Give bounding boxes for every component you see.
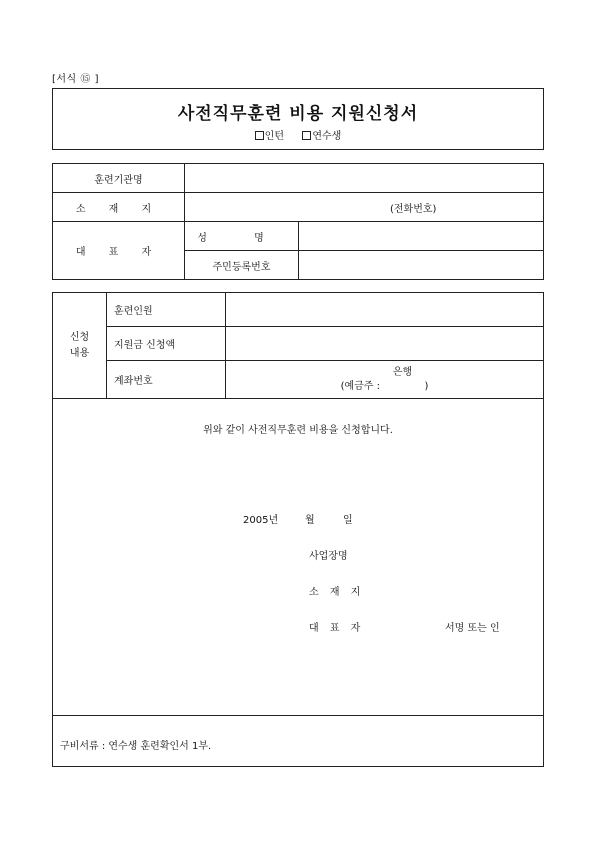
rep-name-field[interactable]	[299, 222, 544, 251]
phone-label: (전화번호)	[390, 203, 437, 215]
date-month: 월	[305, 515, 315, 526]
trainee-option-label: 연수생	[312, 131, 342, 142]
date-day: 일	[343, 515, 353, 526]
institution-name-label: 훈련기관명	[53, 164, 185, 193]
business-rep-label: 대 표 자	[309, 623, 365, 634]
rep-name-label: 성 명	[185, 222, 299, 251]
rep-id-field[interactable]	[299, 251, 544, 280]
applicant-type-options	[53, 127, 543, 142]
application-label-line2: 내용	[69, 347, 90, 359]
amount-label: 지원금 신청액	[107, 327, 226, 361]
title-box	[52, 88, 544, 150]
trainee-checkbox[interactable]	[302, 131, 311, 140]
form-title: 사전직무훈련 비용 지원신청서	[177, 104, 419, 124]
institution-name-field[interactable]	[185, 164, 544, 193]
form-number-label: [서식 ⑮ ]	[52, 74, 99, 85]
address-label: 소 재 지	[53, 193, 185, 222]
trainees-label: 훈련인원	[107, 293, 226, 327]
application-table	[52, 292, 544, 399]
application-statement: 위와 같이 사전직무훈련 비용을 신청합니다.	[203, 425, 393, 436]
application-content-label	[53, 293, 107, 399]
application-section	[52, 292, 544, 767]
institution-table	[52, 163, 544, 280]
amount-field[interactable]	[226, 327, 544, 361]
required-documents: 구비서류 : 연수생 훈련확인서 1부.	[60, 741, 212, 752]
intern-checkbox[interactable]	[255, 131, 264, 140]
date-year: 2005년	[243, 515, 279, 526]
account-field[interactable]	[226, 361, 544, 399]
rep-id-label: 주민등록번호	[185, 251, 299, 280]
section-divider	[53, 715, 543, 716]
application-label-line1: 신청	[69, 331, 90, 343]
business-name-label: 사업장명	[309, 551, 348, 562]
account-holder-text: (예금주 : )	[340, 380, 429, 392]
trainees-field[interactable]	[226, 293, 544, 327]
bank-text: 은행	[392, 366, 413, 378]
intern-option-label: 인턴	[264, 131, 284, 142]
representative-label: 대 표 자	[53, 222, 185, 280]
business-address-label: 소 재 지	[309, 587, 365, 598]
signature-seal-label: 서명 또는 인	[445, 623, 500, 634]
address-field[interactable]	[185, 193, 544, 222]
account-label: 계좌번호	[107, 361, 226, 399]
